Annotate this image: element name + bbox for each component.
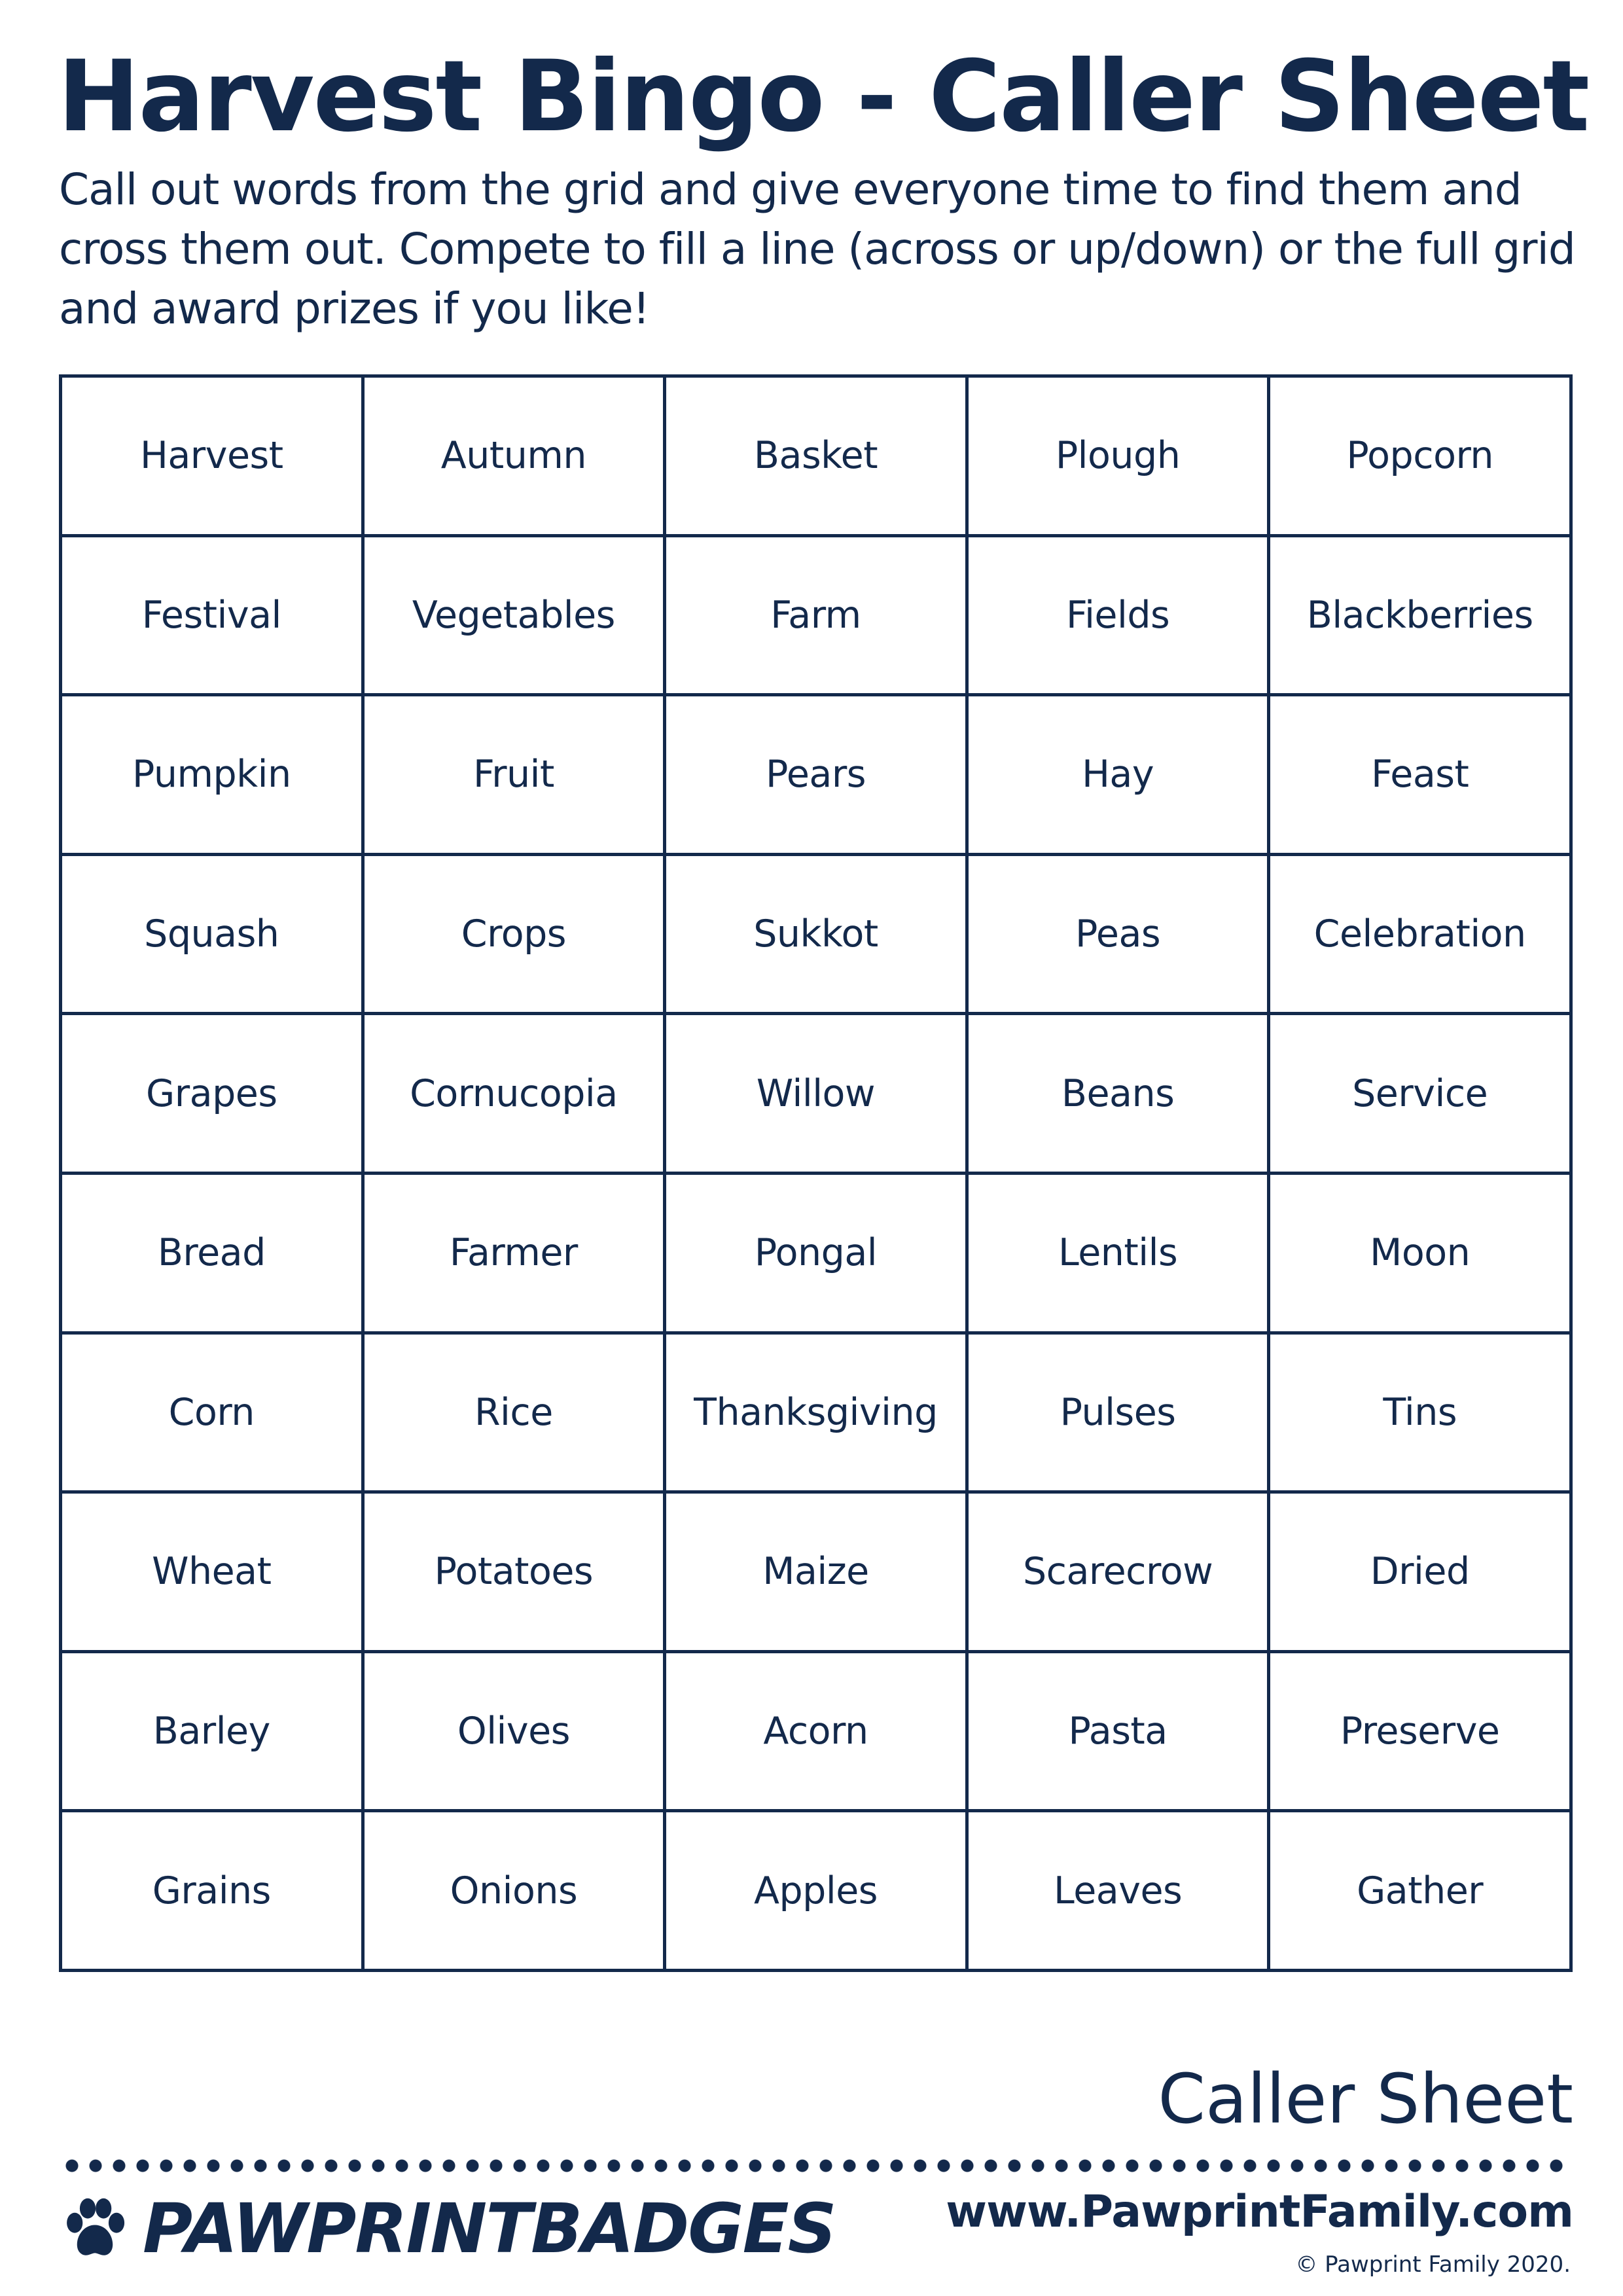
grid-cell: Preserve <box>1269 1651 1571 1811</box>
grid-cell: Pulses <box>967 1333 1269 1492</box>
grid-cell: Farmer <box>363 1173 665 1333</box>
grid-cell: Grapes <box>61 1014 363 1174</box>
grid-cell: Celebration <box>1269 854 1571 1014</box>
grid-cell: Pumpkin <box>61 695 363 855</box>
grid-cell: Olives <box>363 1651 665 1811</box>
grid-cell: Cornucopia <box>363 1014 665 1174</box>
grid-cell: Potatoes <box>363 1492 665 1652</box>
grid-cell: Harvest <box>61 376 363 536</box>
grid-cell: Service <box>1269 1014 1571 1174</box>
grid-cell: Maize <box>665 1492 967 1652</box>
grid-cell: Plough <box>967 376 1269 536</box>
grid-cell: Fruit <box>363 695 665 855</box>
grid-cell: Dried <box>1269 1492 1571 1652</box>
grid-cell: Apples <box>665 1811 967 1971</box>
grid-row <box>61 854 1571 1014</box>
instructions: Call out words from the grid and give everyone time to find them and cross them out. Compete to fill a line (across or up/down) or the full grid and award prizes if you like! <box>59 164 1575 334</box>
brand-name: PAWPRINTBADGES <box>143 2189 836 2269</box>
grid-row <box>61 535 1571 695</box>
grid-row <box>61 1651 1571 1811</box>
copyright-notice: © Pawprint Family 2020. <box>1295 2251 1571 2278</box>
grid-cell: Festival <box>61 535 363 695</box>
grid-cell: Corn <box>61 1333 363 1492</box>
grid-cell: Tins <box>1269 1333 1571 1492</box>
paw-icon <box>59 2193 131 2265</box>
sheet-label: Caller Sheet <box>1158 2059 1573 2139</box>
grid-cell: Thanksgiving <box>665 1333 967 1492</box>
grid-row <box>61 1014 1571 1174</box>
page-title: Harvest Bingo - Caller Sheet <box>58 40 1589 154</box>
grid-cell: Pasta <box>967 1651 1269 1811</box>
grid-cell: Fields <box>967 535 1269 695</box>
grid-cell: Pongal <box>665 1173 967 1333</box>
grid-cell: Barley <box>61 1651 363 1811</box>
website-link[interactable]: www.PawprintFamily.com <box>946 2186 1573 2238</box>
grid-cell: Acorn <box>665 1651 967 1811</box>
grid-cell: Wheat <box>61 1492 363 1652</box>
grid-row <box>61 1492 1571 1652</box>
grid-cell: Farm <box>665 535 967 695</box>
grid-cell: Leaves <box>967 1811 1269 1971</box>
grid-cell: Willow <box>665 1014 967 1174</box>
grid-row <box>61 1173 1571 1333</box>
grid-cell: Scarecrow <box>967 1492 1269 1652</box>
grid-cell: Crops <box>363 854 665 1014</box>
grid-cell: Feast <box>1269 695 1571 855</box>
grid-cell: Grains <box>61 1811 363 1971</box>
grid-row <box>61 695 1571 855</box>
grid-cell: Pears <box>665 695 967 855</box>
grid-cell: Autumn <box>363 376 665 536</box>
grid-row <box>61 1333 1571 1492</box>
grid-cell: Popcorn <box>1269 376 1571 536</box>
grid-cell: Squash <box>61 854 363 1014</box>
grid-row <box>61 1811 1571 1971</box>
grid-cell: Peas <box>967 854 1269 1014</box>
grid-cell: Gather <box>1269 1811 1571 1971</box>
grid-cell: Basket <box>665 376 967 536</box>
grid-cell: Hay <box>967 695 1269 855</box>
brand-logo <box>59 2183 836 2274</box>
grid-cell: Sukkot <box>665 854 967 1014</box>
grid-cell: Onions <box>363 1811 665 1971</box>
bingo-grid <box>59 374 1573 1972</box>
grid-row <box>61 376 1571 536</box>
grid-cell: Beans <box>967 1014 1269 1174</box>
grid-cell: Vegetables <box>363 535 665 695</box>
grid-cell: Rice <box>363 1333 665 1492</box>
grid-cell: Blackberries <box>1269 535 1571 695</box>
grid-cell: Lentils <box>967 1173 1269 1333</box>
grid-cell: Moon <box>1269 1173 1571 1333</box>
grid-cell: Bread <box>61 1173 363 1333</box>
dotted-divider <box>60 2159 1573 2173</box>
